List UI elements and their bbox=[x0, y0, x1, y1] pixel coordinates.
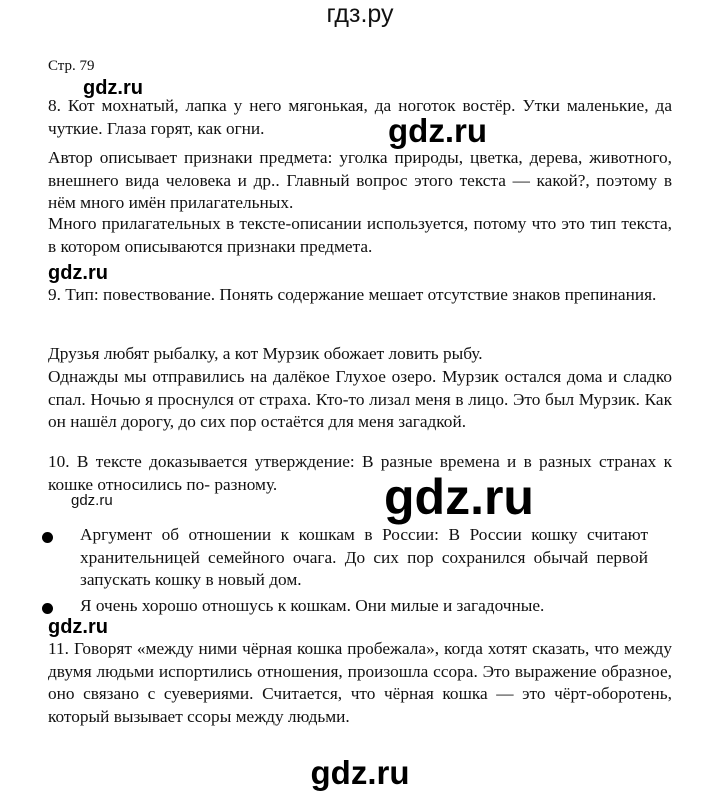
opinion-bullet bbox=[42, 595, 672, 618]
watermark-gdz-footer: gdz.ru bbox=[310, 754, 410, 791]
task-8-sentence: 8. Кот мохнатый, лапка у него мягонькая, да ноготок востёр. Утки маленькие, да чуткие. Глаза горят, как огни. bbox=[48, 96, 672, 138]
watermark-gdz: gdz.ru bbox=[388, 112, 487, 149]
argument-bullet bbox=[42, 524, 672, 592]
task-9-line: 9. Тип: повествование. Понять содержание мешает отсутствие знаков препинания. bbox=[48, 285, 657, 304]
task-9-story-line-1: Друзья любят рыбалку, а кот Мурзик обожает ловить рыбу. bbox=[48, 344, 483, 363]
page-number: Стр. 79 bbox=[48, 58, 95, 74]
watermark-gdz-small: gdz.ru bbox=[71, 492, 113, 509]
task-8-paragraph-2: Много прилагательных в тексте-описании используется, потому что это тип текста, в котором описываются признаки предмета. bbox=[48, 214, 672, 256]
watermark-gdz-large: gdz.ru bbox=[384, 469, 534, 525]
bullet-text: Аргумент об отношении к кошкам в России: В России кошку считают хранительницей семейного очага. До сих пор сохранился обычай первой запускать кошку в новый дом. bbox=[80, 525, 648, 589]
task-9-story-text: Однажды мы отправились на далёкое Глухое озеро. Мурзик остался дома и сладко спал. Ночью я проснулся от страха. Кто-то лизал меня в лицо. Это был Мурзик. Как он нашёл дорогу, до сих пор остаётся для меня загадкой. bbox=[48, 367, 672, 431]
watermark-gdz: gdz.ru bbox=[83, 77, 143, 99]
task-10-line: 10. В тексте доказывается утверждение: В разные времена и в разных странах к кошке относились по- разному. bbox=[48, 452, 672, 494]
watermark-gdz: gdz.ru bbox=[48, 616, 108, 638]
bullet-text: Я очень хорошо отношусь к кошкам. Они милые и загадочные. bbox=[80, 596, 545, 615]
watermark-gdz: gdz.ru bbox=[48, 262, 108, 284]
site-title: гдз.ру bbox=[326, 0, 394, 28]
task-11-text: 11. Говорят «между ними чёрная кошка пробежала», когда хотят сказать, что между двумя людьми испортились отношения, произошла ссора. Это выражение образное, оно связано с суевериями. Считается, что чёрная кошка — это чёрт-оборотень, который вызывает ссоры между людьми. bbox=[48, 639, 672, 726]
bullet-icon bbox=[42, 532, 53, 543]
bullet-icon bbox=[42, 603, 53, 614]
task-8-paragraph-1: Автор описывает признаки предмета: уголка природы, цветка, дерева, животного, внешнего вида человека и др.. Главный вопрос этого текста — какой?, поэтому в нём много имён прилагательных. bbox=[48, 148, 672, 212]
